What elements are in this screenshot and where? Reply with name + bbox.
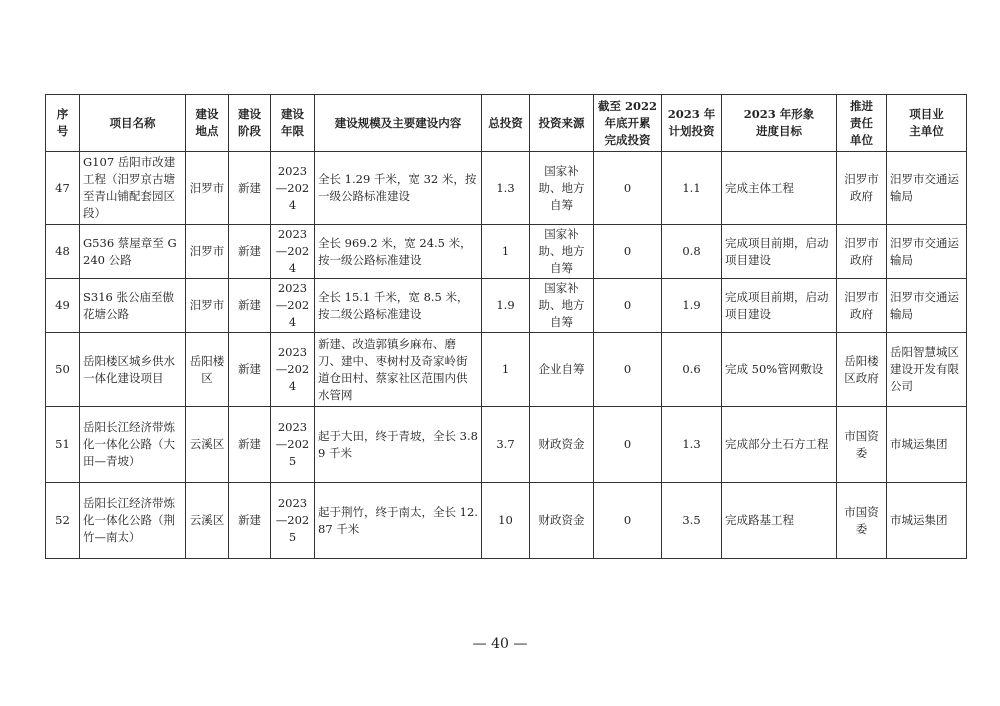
cell-col-responsible-unit: 市国资委 <box>837 483 887 559</box>
cell-col-scope: 起于荆竹，终于南太，全长 12.87 千米 <box>315 483 482 559</box>
cell-col-project-name: G107 岳阳市改建工程（汨罗京古塘至青山铺配套园区段） <box>80 152 186 225</box>
table-row <box>46 407 967 483</box>
cell-col-scope: 全长 1.29 千米，宽 32 米，按一级公路标准建设 <box>315 152 482 225</box>
cell-col-seq: 49 <box>46 279 80 333</box>
cell-col-location: 汨罗市 <box>186 225 229 279</box>
cell-col-funding-source: 企业自筹 <box>530 333 594 407</box>
page-number: — 40 — <box>472 636 528 652</box>
cell-col-total-investment: 1 <box>482 333 530 407</box>
cell-col-funding-source: 国家补助、地方自筹 <box>530 279 594 333</box>
cell-col-project-name: G536 蔡屋章至 G240 公路 <box>80 225 186 279</box>
cell-col-stage: 新建 <box>229 407 271 483</box>
cell-col-funding-source: 国家补助、地方自筹 <box>530 152 594 225</box>
cell-col-plan-investment: 3.5 <box>662 483 722 559</box>
cell-col-stage: 新建 <box>229 152 271 225</box>
table-row <box>46 225 967 279</box>
cell-col-total-investment: 1 <box>482 225 530 279</box>
table-row <box>46 279 967 333</box>
cell-col-responsible-unit: 汨罗市政府 <box>837 279 887 333</box>
cell-col-period: 2023—2024 <box>271 225 315 279</box>
table-row <box>46 333 967 407</box>
header-col-stage: 建设 阶段 <box>229 95 271 152</box>
header-col-responsible-unit: 推进 责任 单位 <box>837 95 887 152</box>
cell-col-plan-investment: 1.1 <box>662 152 722 225</box>
cell-col-owner-unit: 市城运集团 <box>887 483 967 559</box>
cell-col-responsible-unit: 岳阳楼区政府 <box>837 333 887 407</box>
table-row <box>46 483 967 559</box>
cell-col-period: 2023—2024 <box>271 333 315 407</box>
cell-col-funding-source: 财政资金 <box>530 483 594 559</box>
cell-col-plan-investment: 0.8 <box>662 225 722 279</box>
cell-col-stage: 新建 <box>229 483 271 559</box>
cell-col-completed-investment: 0 <box>594 333 662 407</box>
cell-col-period: 2023—2024 <box>271 279 315 333</box>
table-body <box>46 152 967 559</box>
header-col-project-name: 项目名称 <box>80 95 186 152</box>
cell-col-period: 2023—2025 <box>271 407 315 483</box>
cell-col-progress-target: 完成项目前期，启动项目建设 <box>722 225 837 279</box>
cell-col-seq: 50 <box>46 333 80 407</box>
cell-col-total-investment: 3.7 <box>482 407 530 483</box>
cell-col-progress-target: 完成主体工程 <box>722 152 837 225</box>
cell-col-responsible-unit: 市国资委 <box>837 407 887 483</box>
cell-col-seq: 48 <box>46 225 80 279</box>
cell-col-seq: 52 <box>46 483 80 559</box>
cell-col-location: 汨罗市 <box>186 152 229 225</box>
cell-col-completed-investment: 0 <box>594 279 662 333</box>
cell-col-period: 2023—2025 <box>271 483 315 559</box>
cell-col-project-name: 岳阳长江经济带炼化一体化公路（荆竹—南太） <box>80 483 186 559</box>
cell-col-owner-unit: 汨罗市交通运输局 <box>887 225 967 279</box>
table-row <box>46 152 967 225</box>
header-col-location: 建设 地点 <box>186 95 229 152</box>
cell-col-stage: 新建 <box>229 333 271 407</box>
cell-col-progress-target: 完成部分土石方工程 <box>722 407 837 483</box>
cell-col-progress-target: 完成项目前期，启动项目建设 <box>722 279 837 333</box>
cell-col-plan-investment: 0.6 <box>662 333 722 407</box>
cell-col-plan-investment: 1.9 <box>662 279 722 333</box>
cell-col-location: 云溪区 <box>186 483 229 559</box>
header-col-progress-target: 2023 年形象 进度目标 <box>722 95 837 152</box>
cell-col-responsible-unit: 汨罗市政府 <box>837 152 887 225</box>
cell-col-completed-investment: 0 <box>594 225 662 279</box>
cell-col-period: 2023—2024 <box>271 152 315 225</box>
cell-col-seq: 51 <box>46 407 80 483</box>
cell-col-stage: 新建 <box>229 225 271 279</box>
cell-col-completed-investment: 0 <box>594 483 662 559</box>
cell-col-scope: 起于大田，终于青坡，全长 3.89 千米 <box>315 407 482 483</box>
cell-col-owner-unit: 市城运集团 <box>887 407 967 483</box>
header-row <box>46 95 967 152</box>
cell-col-owner-unit: 岳阳智慧城区建设开发有限公司 <box>887 333 967 407</box>
cell-col-funding-source: 国家补助、地方自筹 <box>530 225 594 279</box>
header-col-plan-investment: 2023 年 计划投资 <box>662 95 722 152</box>
cell-col-owner-unit: 汨罗市交通运输局 <box>887 152 967 225</box>
cell-col-progress-target: 完成路基工程 <box>722 483 837 559</box>
cell-col-project-name: 岳阳楼区城乡供水一体化建设项目 <box>80 333 186 407</box>
header-col-period: 建设 年限 <box>271 95 315 152</box>
cell-col-total-investment: 1.9 <box>482 279 530 333</box>
header-col-scope: 建设规模及主要建设内容 <box>315 95 482 152</box>
cell-col-location: 云溪区 <box>186 407 229 483</box>
cell-col-stage: 新建 <box>229 279 271 333</box>
cell-col-location: 汨罗市 <box>186 279 229 333</box>
cell-col-progress-target: 完成 50%管网敷设 <box>722 333 837 407</box>
cell-col-plan-investment: 1.3 <box>662 407 722 483</box>
cell-col-funding-source: 财政资金 <box>530 407 594 483</box>
header-col-completed-investment: 截至 2022 年底开累 完成投资 <box>594 95 662 152</box>
cell-col-project-name: 岳阳长江经济带炼化一体化公路（大田—青坡） <box>80 407 186 483</box>
cell-col-project-name: S316 张公庙至傲花塘公路 <box>80 279 186 333</box>
cell-col-scope: 新建、改造郭镇乡麻布、磨刀、建中、枣树村及奇家岭街道仓田村、蔡家社区范围内供水管网 <box>315 333 482 407</box>
cell-col-total-investment: 10 <box>482 483 530 559</box>
header-col-owner-unit: 项目业 主单位 <box>887 95 967 152</box>
header-col-seq: 序 号 <box>46 95 80 152</box>
header-col-funding-source: 投资来源 <box>530 95 594 152</box>
cell-col-scope: 全长 15.1 千米，宽 8.5 米，按二级公路标准建设 <box>315 279 482 333</box>
cell-col-completed-investment: 0 <box>594 152 662 225</box>
cell-col-owner-unit: 汨罗市交通运输局 <box>887 279 967 333</box>
cell-col-seq: 47 <box>46 152 80 225</box>
header-col-total-investment: 总投资 <box>482 95 530 152</box>
cell-col-location: 岳阳楼区 <box>186 333 229 407</box>
cell-col-responsible-unit: 汨罗市政府 <box>837 225 887 279</box>
project-table <box>45 94 967 559</box>
cell-col-total-investment: 1.3 <box>482 152 530 225</box>
cell-col-scope: 全长 969.2 米，宽 24.5 米，按一级公路标准建设 <box>315 225 482 279</box>
cell-col-completed-investment: 0 <box>594 407 662 483</box>
